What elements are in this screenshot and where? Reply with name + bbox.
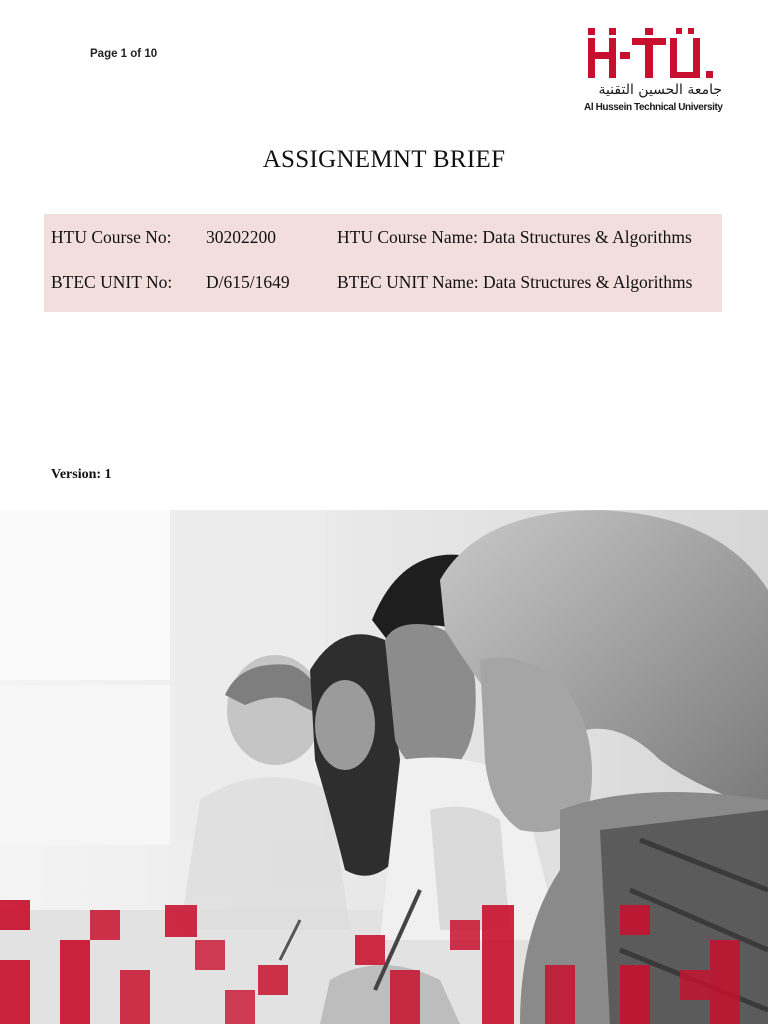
course-name: HTU Course Name: Data Structures & Algorithms [337, 227, 692, 247]
unit-number-label: BTEC UNIT No: [51, 272, 173, 292]
course-number-label: HTU Course No: [51, 227, 172, 247]
version-label: Version: 1 [51, 467, 112, 482]
university-name-arabic: جامعة الحسين التقنية [598, 82, 722, 98]
page-number: Page 1 of 10 [90, 48, 158, 60]
university-name-english: Al Hussein Technical University [584, 102, 723, 113]
course-number-value: 30202200 [206, 227, 276, 247]
unit-number-value: D/615/1649 [206, 272, 290, 292]
course-info-box [44, 214, 722, 312]
university-logo [584, 24, 724, 120]
cover-photo [0, 510, 768, 1024]
unit-name: BTEC UNIT Name: Data Structures & Algorithms [337, 272, 693, 292]
htu-logo-mark-icon [584, 24, 724, 80]
document-title: ASSIGNEMNT BRIEF [262, 146, 506, 173]
